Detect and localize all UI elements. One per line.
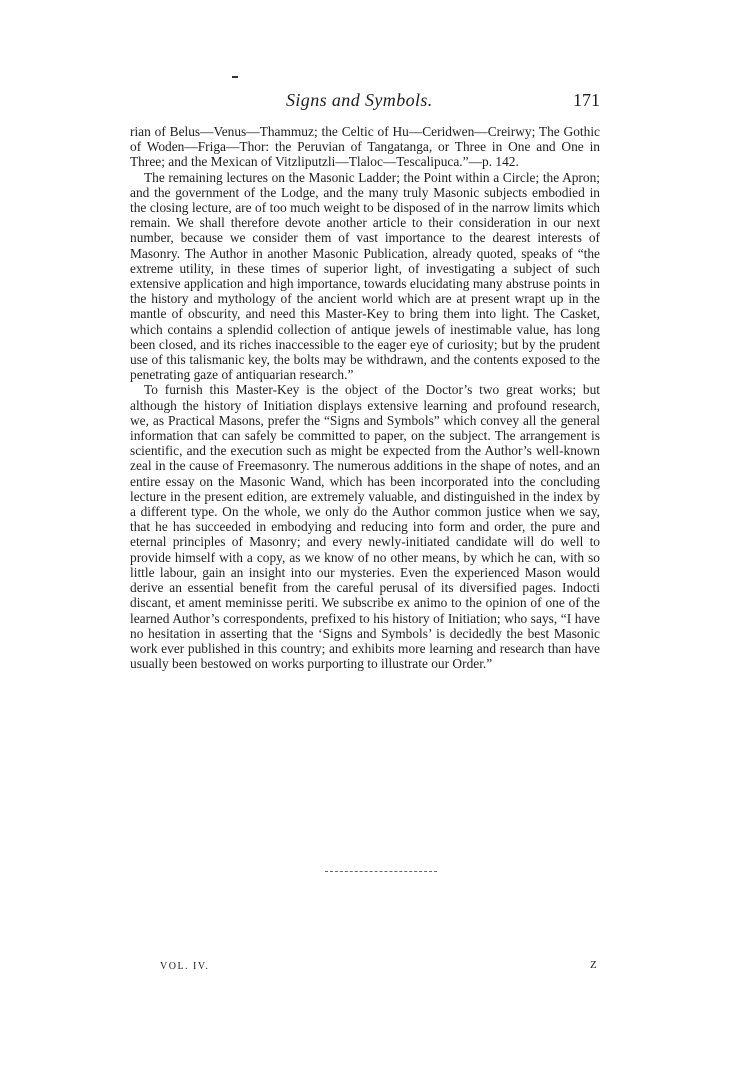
paragraph-continuation: rian of Belus—Venus—Thammuz; the Celtic of Hu—Ceridwen—Creirwy; The Gothic of Woden—Friga—Thor: the Peruvian of Tangatanga, or Three in One and One in Three; and the Mexican of Vitzliputzli—Tlaloc—Tescalipuca.”—p. 142. [130, 124, 600, 170]
volume-footer: VOL. IV. [160, 961, 210, 972]
signature-mark: Z [590, 959, 597, 971]
page-number: 171 [573, 90, 600, 110]
running-head [130, 90, 600, 114]
printer-dash-mark [232, 76, 238, 78]
paragraph-master-key: To furnish this Master-Key is the object of the Doctor’s two great works; but although the history of Initiation displays extensive learning and profound research, we, as Practical Masons, prefer the “Signs and Symbols” which convey all the general information that can safely be committed to paper, on the subject. The arrangement is scientific, and the execution such as might be expected from the Author’s well-known zeal in the cause of Freemasonry. The numerous additions in the shape of notes, and an entire essay on the Masonic Wand, which has been incorporated into the concluding lecture in the present edition, are extremely valuable, and distinguished in the index by a different type. On the whole, we only do the Author common justice when we say, that he has succeeded in embodying and reducing into form and order, the pure and eternal principles of Masonry; and every newly-initiated candidate will do well to provide himself with a copy, as we know of no other means, by which he can, with so little labour, gain an insight into our mysteries. Even the experienced Mason would derive an essential benefit from the careful perusal of its diversified pages. Indocti discant, et ament meminisse periti. We subscribe ex animo to the opinion of one of the learned Author’s correspondents, prefixed to his history of Initiation; who says, “I have no hesitation in asserting that the ‘Signs and Symbols’ is decidedly the best Masonic work ever published in this country; and exhibits more learning and research than have usually been bestowed on works purporting to illustrate our Order.” [130, 382, 600, 672]
section-divider-rule [325, 871, 437, 873]
article-body [130, 124, 600, 671]
paragraph-remaining-lectures: The remaining lectures on the Masonic Ladder; the Point within a Circle; the Apron; and the government of the Lodge, and the many truly Masonic subjects embodied in the closing lecture, are of too much weight to be disposed of in the narrow limits which remain. We shall therefore devote another article to their consideration in our next number, because we consider them of vast importance to the dearest interests of Masonry. The Author in another Masonic Publication, already quoted, speaks of “the extreme utility, in these times of superior light, of investigating a subject of such extensive application and high importance, towards elucidating many abstruse points in the history and mythology of the ancient world which are at present wrapt up in the mantle of obscurity, and need this Master-Key to bring them into light. The Casket, which contains a splendid collection of antique jewels of inestimable value, has long been closed, and its riches inaccessible to the eager eye of curiosity; but by the prudent use of this talismanic key, the bolts may be withdrawn, and the contents exposed to the penetrating gaze of antiquarian research.” [130, 169, 600, 383]
running-head-title: Signs and Symbols. [286, 90, 433, 110]
